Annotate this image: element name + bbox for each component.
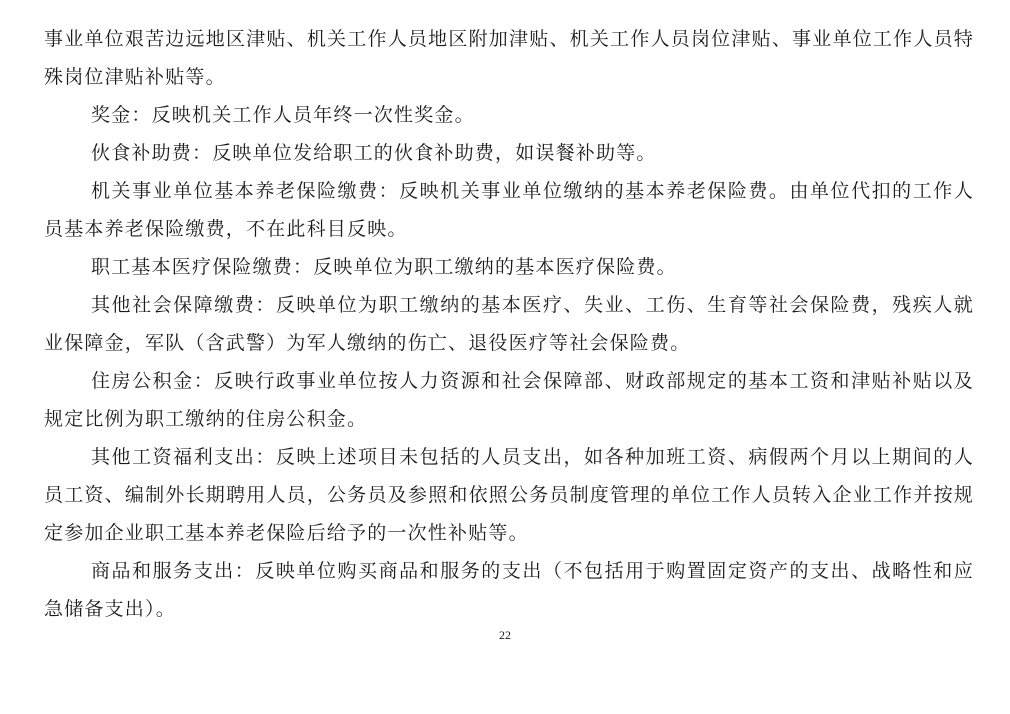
paragraph-pension-insurance: 机关事业单位基本养老保险缴费：反映机关事业单位缴纳的基本养老保险费。由单位代扣的工作人员基本养老保险缴费，不在此科目反映。	[44, 180, 974, 240]
page-number: 22	[499, 628, 511, 642]
paragraph-medical-insurance: 职工基本医疗保险缴费：反映单位为职工缴纳的基本医疗保险费。	[91, 256, 677, 278]
body-text	[44, 20, 974, 628]
paragraph-other-wage-welfare: 其他工资福利支出：反映上述项目未包括的人员支出，如各种加班工资、病假两个月以上期间的人员工资、编制外长期聘用人员，公务员及参照和依照公务员制度管理的单位工作人员转入企业工作并按规定参加企业职工基本养老保险后给予的一次性补贴等。	[44, 446, 974, 544]
paragraph-meal-subsidy: 伙食补助费：反映单位发给职工的伙食补助费，如误餐补助等。	[91, 142, 657, 164]
paragraph-housing-fund: 住房公积金：反映行政事业单位按人力资源和社会保障部、财政部规定的基本工资和津贴补贴以及规定比例为职工缴纳的住房公积金。	[44, 370, 974, 430]
paragraph-other-social-security: 其他社会保障缴费：反映单位为职工缴纳的基本医疗、失业、工伤、生育等社会保险费，残疾人就业保障金，军队（含武警）为军人缴纳的伤亡、退役医疗等社会保险费。	[44, 294, 974, 354]
paragraph-bonus: 奖金：反映机关工作人员年终一次性奖金。	[91, 104, 475, 126]
paragraph-allowance-continuation: 事业单位艰苦边远地区津贴、机关工作人员地区附加津贴、机关工作人员岗位津贴、事业单位工作人员特殊岗位津贴补贴等。	[44, 28, 974, 88]
paragraph-goods-services: 商品和服务支出：反映单位购买商品和服务的支出（不包括用于购置固定资产的支出、战略性和应急储备支出）。	[44, 560, 974, 620]
